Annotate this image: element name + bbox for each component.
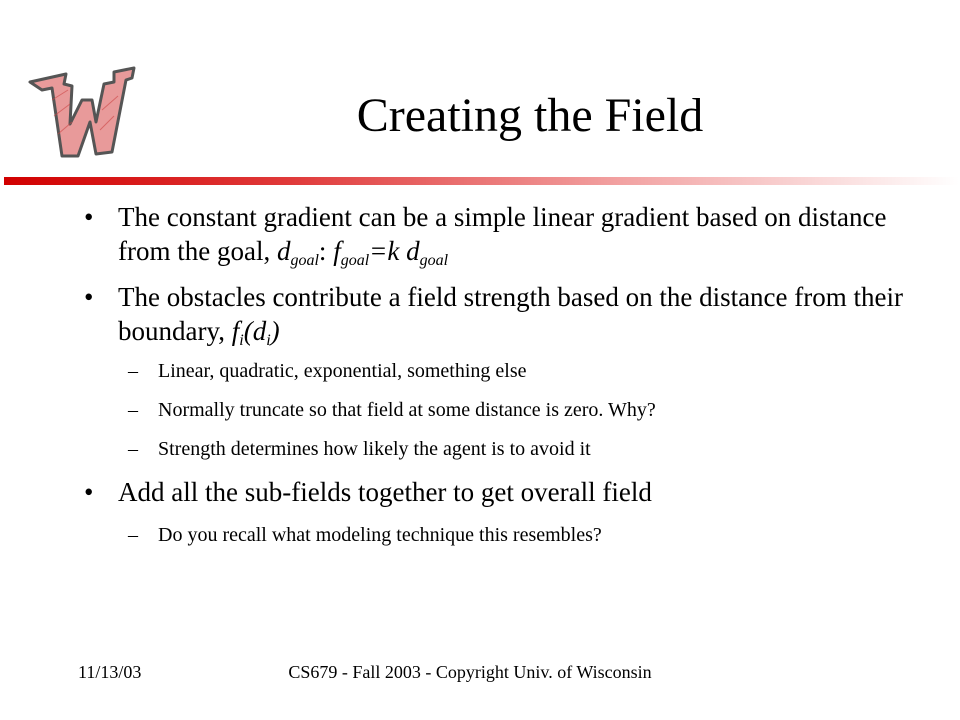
dash-marker: – [128, 524, 138, 546]
subscript-i: i [266, 332, 271, 349]
subscript-goal: goal [290, 252, 319, 269]
subscript-goal: goal [419, 252, 449, 269]
bullet-marker: • [84, 282, 94, 312]
sub-bullet-text: Normally truncate so that field at some distance is zero. Why? [158, 399, 656, 421]
sub-bullet-text: Do you recall what modeling technique this resembles? [158, 524, 602, 546]
uw-motion-w-logo [22, 60, 138, 164]
slide-body [80, 200, 940, 548]
sub-bullet-linear [80, 358, 940, 384]
var-f: f [333, 236, 341, 266]
var-f: f [231, 316, 240, 346]
var-d: d [276, 236, 291, 266]
bullet-marker: • [84, 477, 94, 507]
colon: : [318, 236, 334, 266]
dash-marker: – [128, 360, 138, 382]
dash-marker: – [128, 399, 138, 421]
paren-open-d: (d [243, 316, 267, 346]
bullet-add-subfields [80, 475, 940, 509]
bullet-text: Add all the sub-fields together to get overall field [118, 477, 652, 507]
title-divider [4, 177, 959, 185]
bullet-text: The obstacles contribute a field strength based on the distance from their boundary, [118, 282, 903, 346]
bullet-text: The constant gradient can be a simple linear gradient based on distance from the goal, [118, 202, 887, 266]
bullet-constant-gradient [80, 200, 940, 268]
subscript-i: i [239, 332, 244, 349]
sub-bullet-recall [80, 522, 940, 548]
footer-copyright: CS679 - Fall 2003 - Copyright Univ. of Wisconsin [288, 662, 652, 682]
bullet-marker: • [84, 202, 94, 232]
sub-bullet-strength [80, 436, 940, 462]
sub-bullet-text: Strength determines how likely the agent is to avoid it [158, 438, 591, 460]
subscript-goal: goal [340, 252, 370, 269]
sub-bullet-truncate [80, 397, 940, 423]
paren-close: ) [270, 316, 280, 346]
sub-bullet-text: Linear, quadratic, exponential, something else [158, 360, 527, 382]
bullet-obstacles [80, 280, 940, 348]
footer-date: 11/13/03 [78, 662, 142, 682]
slide-title: Creating the Field [356, 89, 704, 142]
equation-rhs: =k d [369, 236, 420, 266]
dash-marker: – [128, 438, 138, 460]
